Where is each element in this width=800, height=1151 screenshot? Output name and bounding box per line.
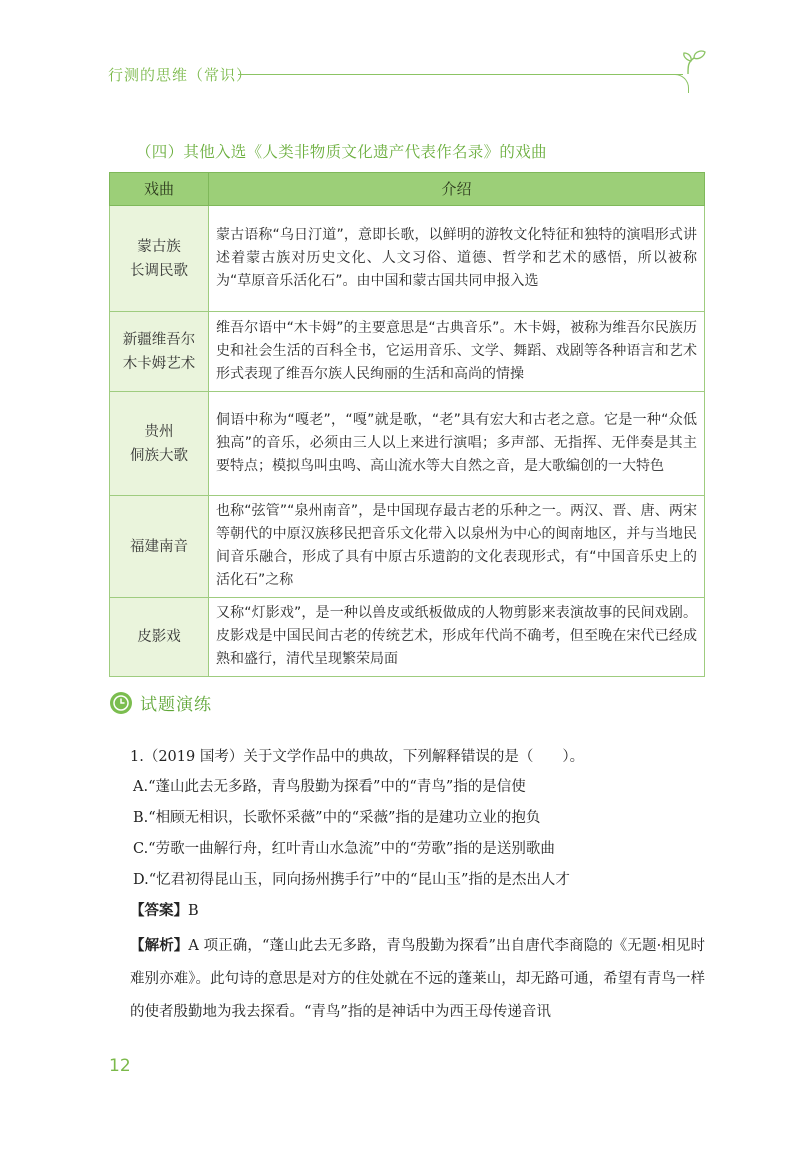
option-c: C.“劳歌一曲解行舟，红叶青山水急流”中的“劳歌”指的是送别歌曲: [133, 841, 555, 857]
table-row: [110, 598, 705, 677]
section-heading: （四）其他入选《人类非物质文化遗产代表作名录》的戏曲: [136, 143, 547, 161]
opera-name-line: 福建南音: [130, 538, 188, 555]
table-row: [110, 312, 705, 392]
answer-line: [130, 899, 705, 929]
column-header-opera: 戏曲: [110, 173, 209, 206]
clock-icon: [110, 692, 132, 714]
running-header: [108, 60, 708, 90]
table-header-row: [110, 173, 705, 206]
opera-desc-cell: 维吾尔语中“木卡姆”的主要意思是“古典音乐”。木卡姆，被称为维吾尔民族历史和社会生活的百科全书，它运用音乐、文学、舞蹈、戏剧等各种语言和艺术形式表现了维吾尔族人民绚丽的生活和高尚的情操: [209, 312, 705, 392]
opera-desc-cell: 蒙古语称“乌日汀道”，意即长歌，以鲜明的游牧文化特征和独特的演唱形式讲述着蒙古族对历史文化、人文习俗、道德、哲学和艺术的感悟，所以被称为“草原音乐活化石”。由中国和蒙古国共同申报入选: [209, 206, 705, 312]
header-rule: [238, 74, 683, 75]
question-block: [130, 745, 705, 1029]
running-header-title: 行测的思维（常识）: [108, 66, 253, 84]
practice-title: 试题演练: [140, 695, 212, 715]
explanation-paragraph: [130, 929, 705, 1029]
answer-value: B: [188, 903, 199, 919]
opera-name-line: 贵州: [144, 423, 174, 440]
opera-name-line: 长调民歌: [130, 262, 188, 279]
opera-name-cell: [110, 312, 209, 392]
opera-name-cell: [110, 392, 209, 496]
opera-name-cell: [110, 206, 209, 312]
opera-name-cell: [110, 496, 209, 598]
opera-name-line: 侗族大歌: [130, 447, 188, 464]
sprout-icon: [680, 48, 708, 76]
answer-label: 【答案】: [130, 902, 188, 919]
opera-desc-cell: 又称“灯影戏”，是一种以兽皮或纸板做成的人物剪影来表演故事的民间戏剧。皮影戏是中国民间古老的传统艺术，形成年代尚不确考，但至晚在宋代已经成熟和盛行，清代呈现繁荣局面: [209, 598, 705, 677]
opera-desc-cell: 侗语中称为“嘎老”，“嘎”就是歌，“老”具有宏大和古老之意。它是一种“众低独高”的音乐，必须由三人以上来进行演唱；多声部、无指挥、无伴奏是其主要特点；模拟鸟叫虫鸣、高山流水等大自然之音，是大歌编创的一大特色: [209, 392, 705, 496]
question-stem: 1.（2019 国考）关于文学作品中的典故，下列解释错误的是（ ）。: [130, 749, 585, 765]
opera-name-line: 木卡姆艺术: [122, 355, 196, 372]
table-row: [110, 392, 705, 496]
option-b: B.“相顾无相识，长歌怀采薇”中的“采薇”指的是建功立业的抱负: [133, 810, 541, 826]
page-number: 12: [109, 1056, 131, 1076]
opera-table: [109, 172, 705, 677]
table-row: [110, 206, 705, 312]
explanation-text: A 项正确，“蓬山此去无多路，青鸟殷勤为探看”出自唐代李商隐的《无题·相见时难别亦难》。此句诗的意思是对方的住处就在不远的蓬莱山，却无路可通，希望有青鸟一样的使者殷勤地为我去探看。“青鸟”指的是神话中为西王母传递音讯: [130, 938, 706, 1020]
header-rule-curve: [668, 74, 689, 93]
option-a: A.“蓬山此去无多路，青鸟殷勤为探看”中的“青鸟”指的是信使: [133, 779, 526, 795]
table-row: [110, 496, 705, 598]
column-header-intro: 介绍: [209, 173, 705, 206]
opera-name-line: 新疆维吾尔: [122, 331, 196, 348]
opera-name-cell: [110, 598, 209, 677]
opera-desc-cell: 也称“弦管”“泉州南音”，是中国现存最古老的乐种之一。两汉、晋、唐、两宋等朝代的中原汉族移民把音乐文化带入以泉州为中心的闽南地区，并与当地民间音乐融合，形成了具有中原古乐遗韵的文化表现形式，有“中国音乐史上的活化石”之称: [209, 496, 705, 598]
opera-name-line: 皮影戏: [137, 629, 181, 645]
practice-section-heading: [110, 690, 212, 715]
explanation-label: 【解析】: [130, 937, 189, 954]
option-d: D.“忆君初得昆山玉，同向扬州携手行”中的“昆山玉”指的是杰出人才: [133, 872, 570, 888]
opera-name-line: 蒙古族: [137, 238, 181, 255]
